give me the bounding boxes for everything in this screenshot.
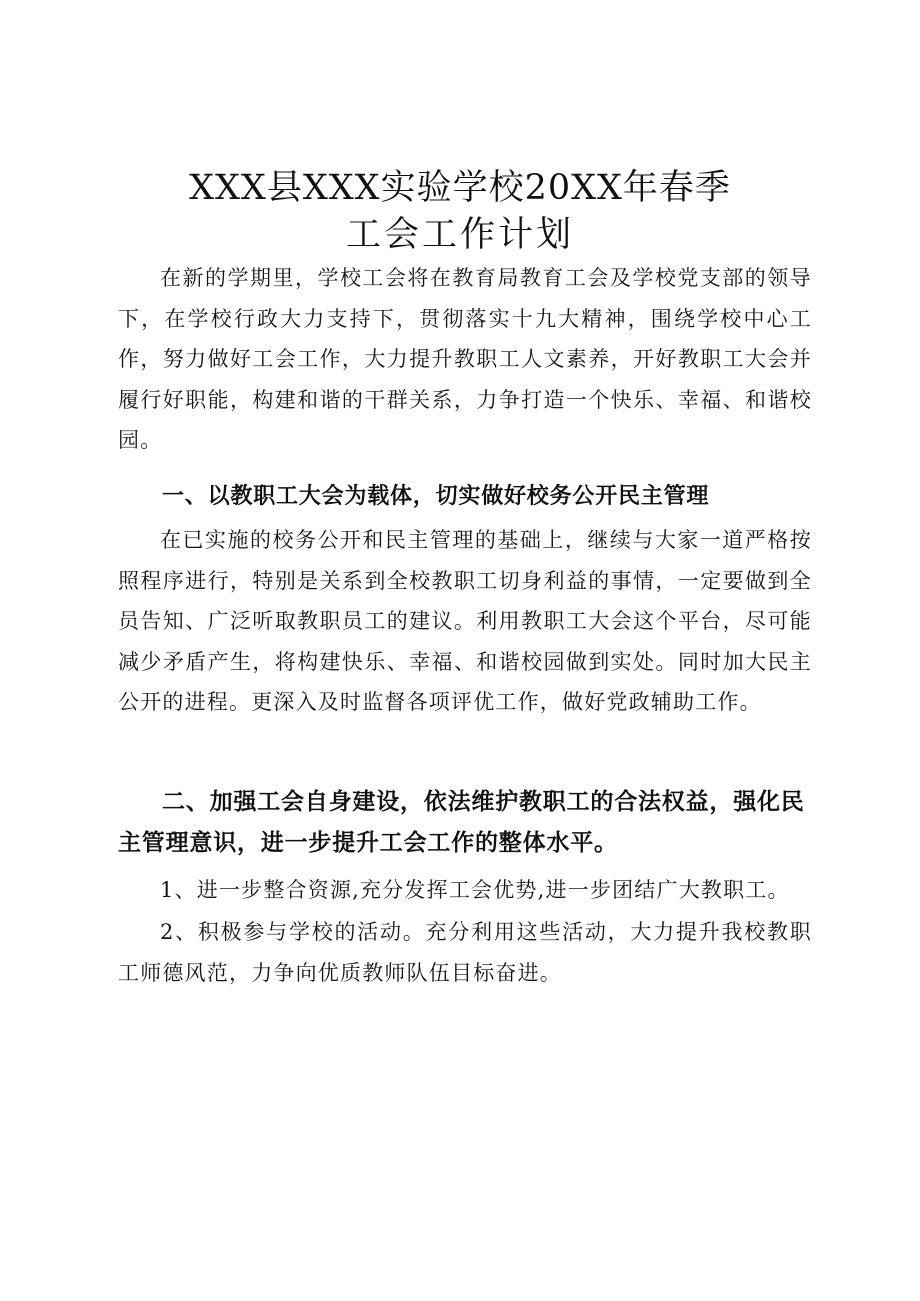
section-2-heading: 二、加强工会自身建设，依法维护教职工的合法权益，强化民主管理意识，进一步提升工会工作的整体水平。: [118, 789, 805, 856]
section-2-item-2: 2、积极参与学校的活动。充分利用这些活动，大力提升我校教职工师德风范，力争向优质教师队伍目标奋进。: [118, 920, 812, 985]
section-1-heading: 一、以教职工大会为载体，切实做好校务公开民主管理: [162, 484, 710, 509]
section-1-paragraph: 在已实施的校务公开和民主管理的基础上，继续与大家一道严格按照程序进行，特别是关系到全校教职工切身利益的事情，一定要做到全员告知、广泛听取教职员工的建议。利用教职工大会这个平台，尽可能减少矛盾产生，将构建快乐、幸福、和谐校园做到实处。同时加大民主公开的进程。更深入及时监督各项评优工作，做好党政辅助工作。: [118, 528, 812, 714]
document-title-line-2: 工会工作计划: [345, 215, 574, 255]
section-2-item-1: 1、进一步整合资源,充分发挥工会优势,进一步团结广大教职工。: [160, 878, 790, 902]
document-title-line-1: XXX县XXX实验学校20XX年春季: [189, 168, 731, 208]
intro-paragraph: 在新的学期里，学校工会将在教育局教育工会及学校党支部的领导下，在学校行政大力支持下，贯彻落实十九大精神，围绕学校中心工作，努力做好工会工作，大力提升教职工人文素养，开好教职工大会并履行好职能，构建和谐的干群关系，力争打造一个快乐、幸福、和谐校园。: [118, 266, 812, 452]
